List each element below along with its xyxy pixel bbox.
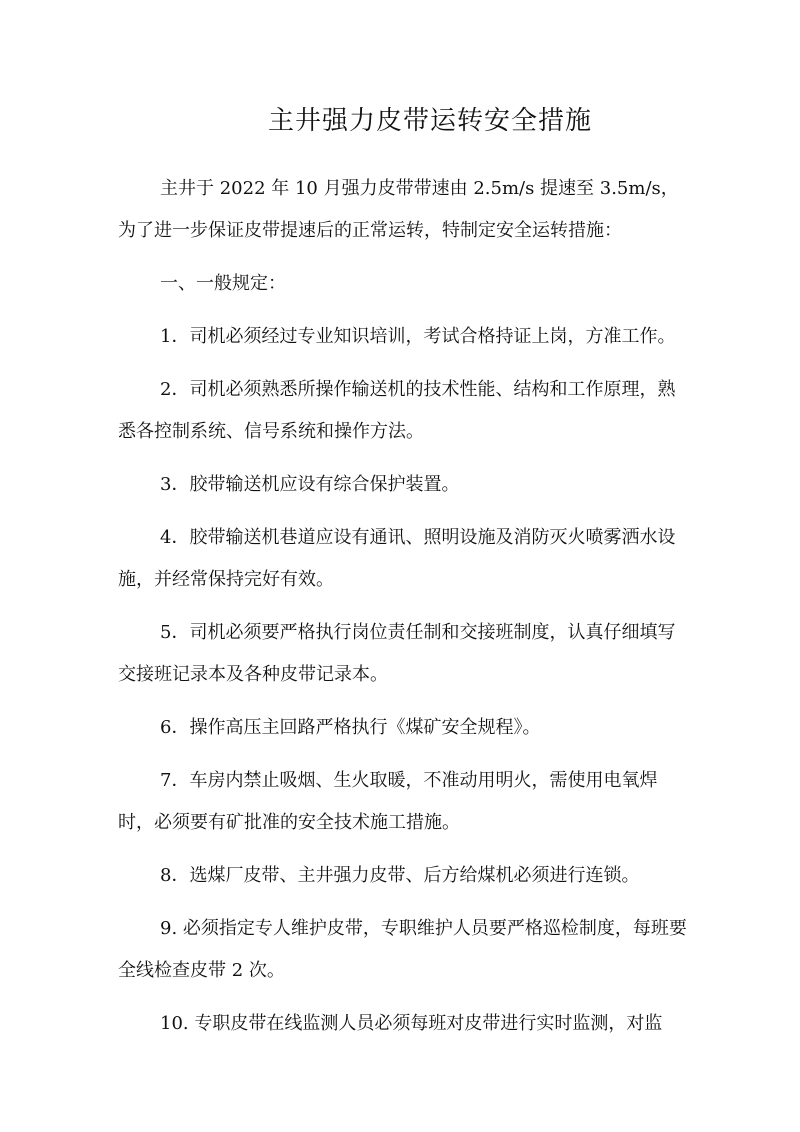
section-heading-general-rules: 一、一般规定： <box>160 273 286 294</box>
rule-item-6: 6．操作高压主回路严格执行《煤矿安全规程》。 <box>160 717 541 738</box>
rule-item-2: 2．司机必须熟悉所操作输送机的技术性能、结构和工作原理，熟悉各控制系统、信号系统和操作方法。 <box>118 379 676 442</box>
rule-item-1: 1．司机必须经过专业知识培训，考试合格持证上岗，方准工作。 <box>160 326 676 347</box>
rule-item-8: 8．选煤厂皮带、主井强力皮带、后方给煤机必须进行连锁。 <box>160 865 640 886</box>
paragraph-intro: 主井于 2022 年 10 月强力皮带带速由 2.5m/s 提速至 3.5m/s，为了进一步保证皮带提速后的正常运转，特制定安全运转措施： <box>118 178 679 241</box>
document-body <box>118 168 688 1045</box>
document-title: 主井强力皮带运转安全措施 <box>267 106 592 136</box>
rule-item-5: 5．司机必须要严格执行岗位责任制和交接班制度，认真仔细填写交接班记录本及各种皮带记录本。 <box>118 622 676 685</box>
rule-item-9: 9. 必须指定专人维护皮带，专职维护人员要严格巡检制度，每班要全线检查皮带 2 次。 <box>118 918 687 981</box>
rule-item-4: 4．胶带输送机巷道应设有通讯、照明设施及消防灭火喷雾洒水设施，并经常保持完好有效。 <box>118 527 676 590</box>
rule-item-3: 3．胶带输送机应设有综合保护装置。 <box>160 474 460 495</box>
rule-item-10: 10. 专职皮带在线监测人员必须每班对皮带进行实时监测，对监 <box>160 1013 663 1034</box>
rule-item-7: 7．车房内禁止吸烟、生火取暖，不准动用明火，需使用电氧焊时，必须要有矿批准的安全技术施工措施。 <box>118 770 658 833</box>
